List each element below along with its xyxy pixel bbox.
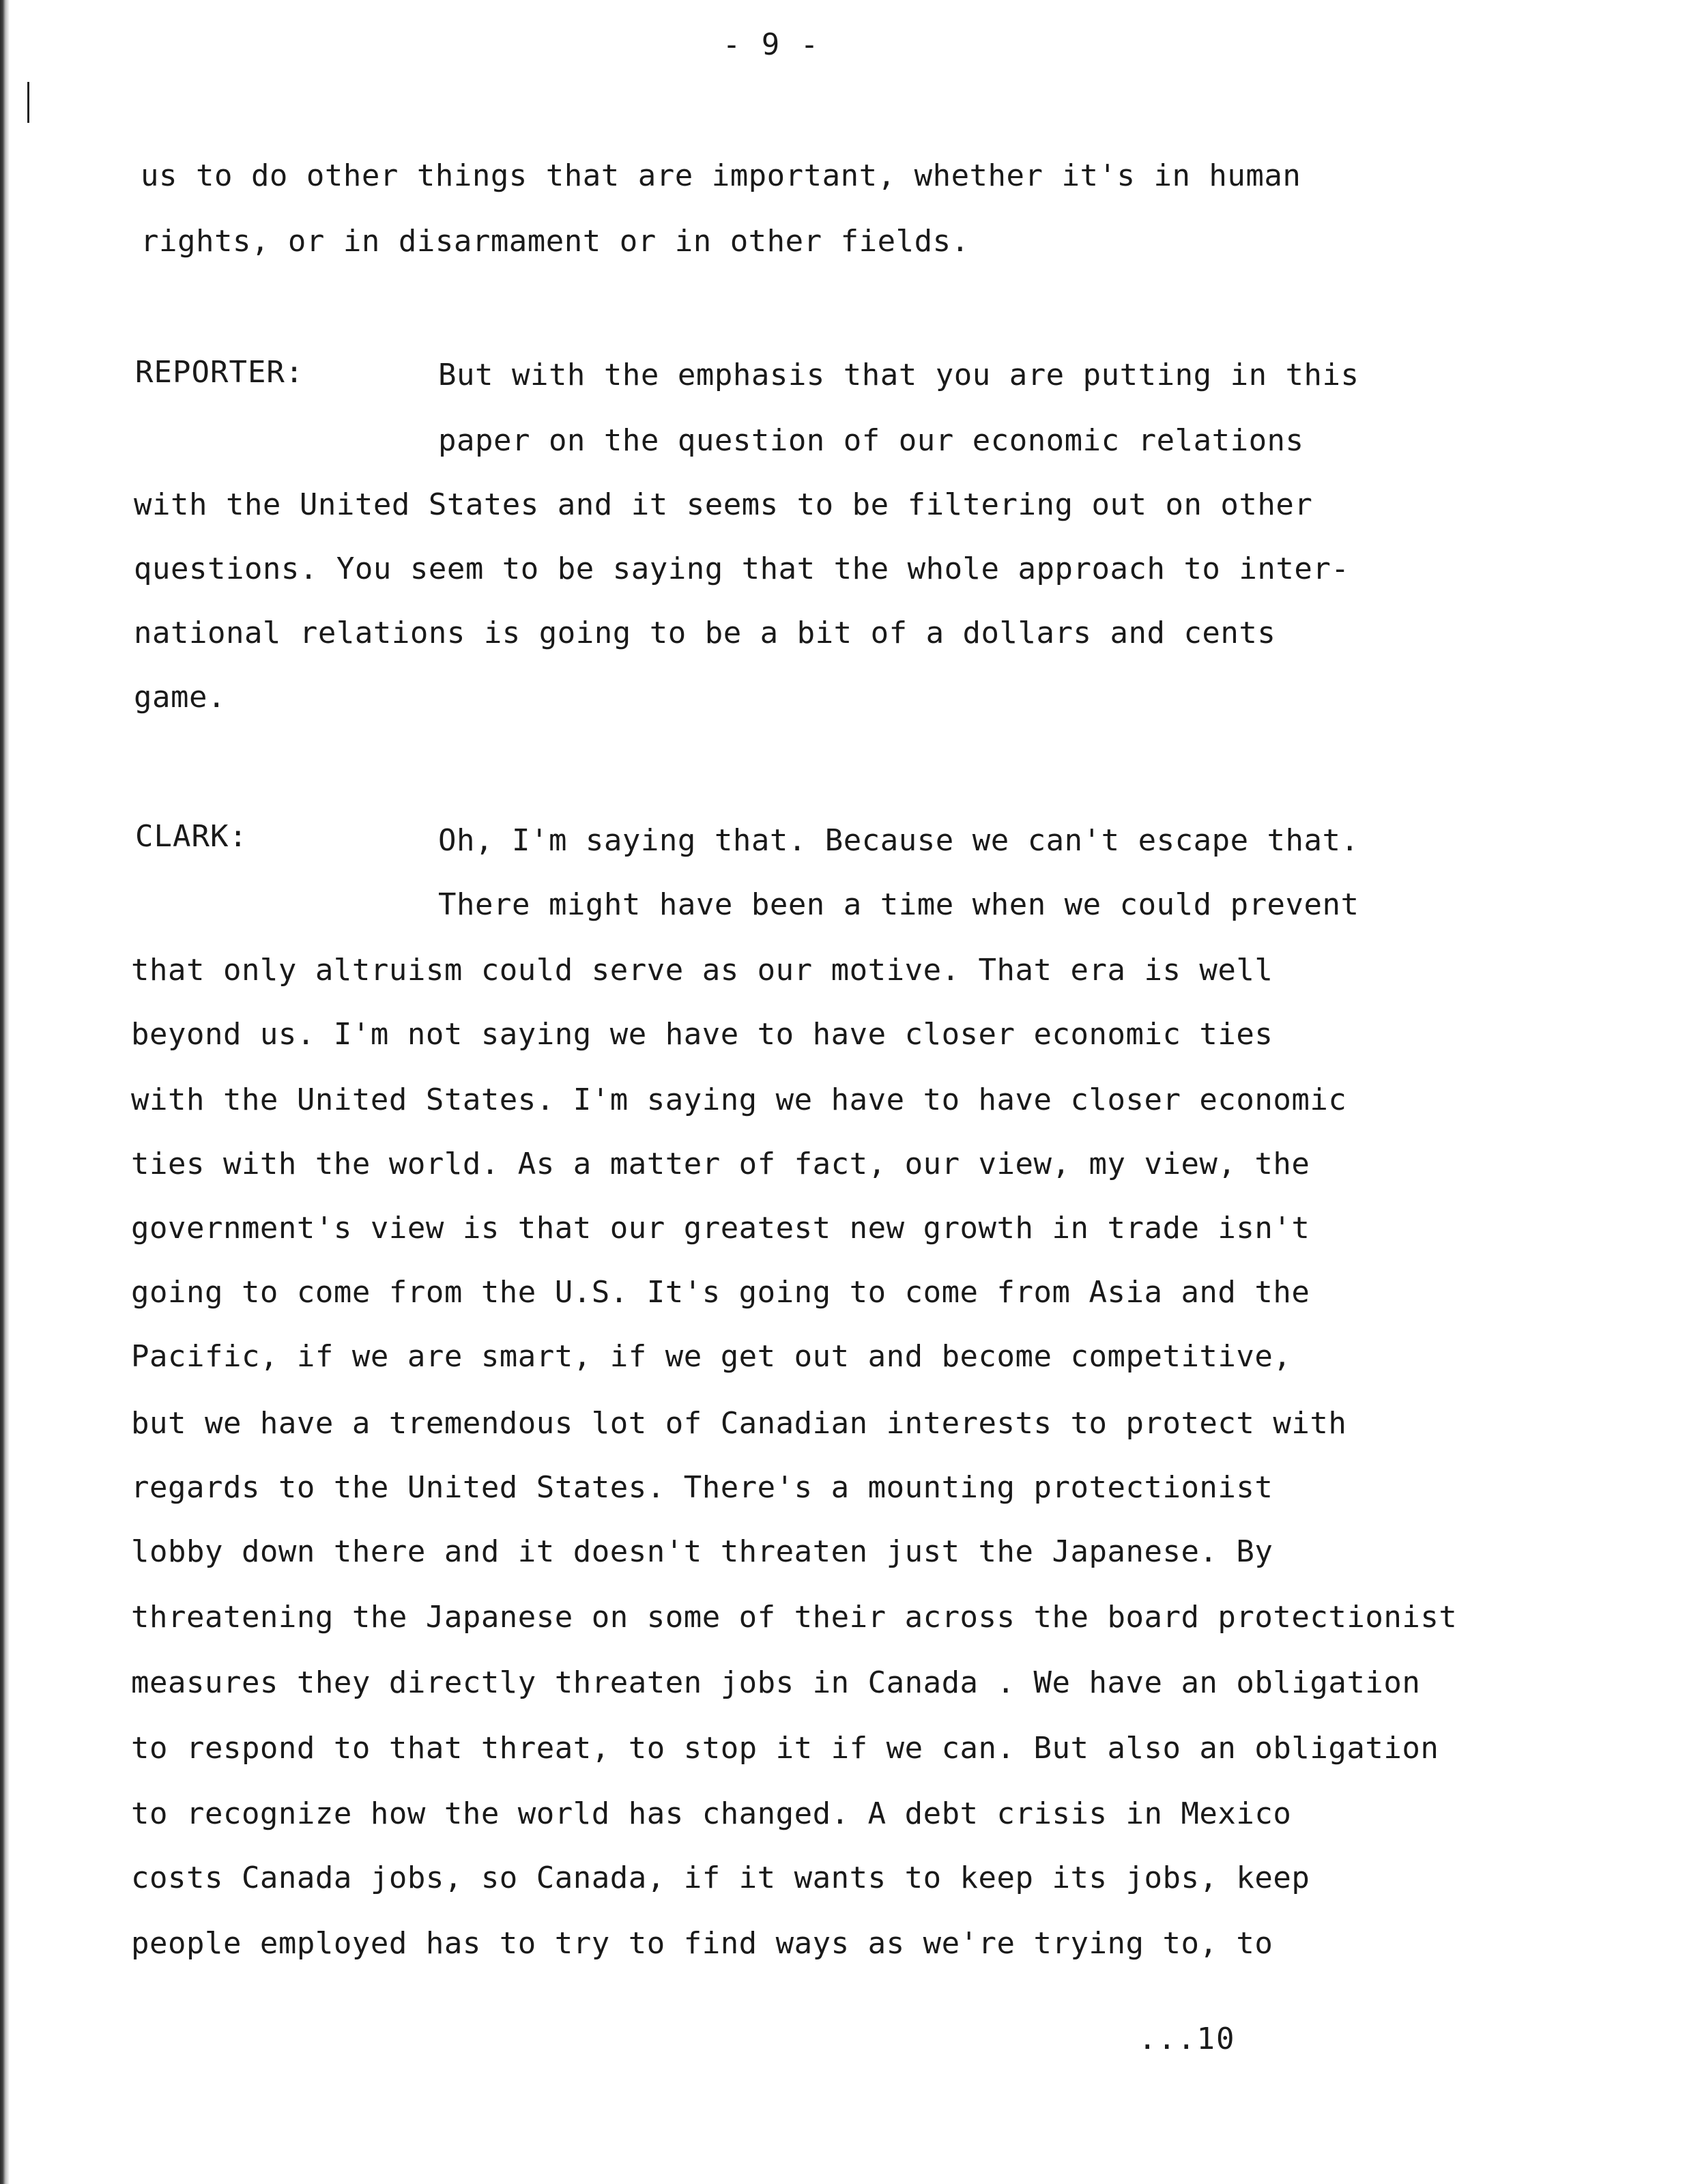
paragraph-line: There might have been a time when we could prevent [438,887,1359,922]
speaker-label-clark: CLARK: [135,819,248,854]
scan-binding-edge [0,0,10,2184]
paragraph-line: with the United States and it seems to be filtering out on other [134,487,1313,522]
paragraph-line: threatening the Japanese on some of their across the board protectionist [131,1600,1458,1635]
paragraph-line: rights, or in disarmament or in other fields. [141,224,970,259]
paragraph-line: us to do other things that are important, whether it's in human [141,158,1301,193]
paragraph-line: questions. You seem to be saying that the whole approach to inter- [134,551,1350,586]
paragraph-line: lobby down there and it doesn't threaten just the Japanese. By [131,1534,1273,1569]
paragraph-line: people employed has to try to find ways as we're trying to, to [131,1926,1273,1961]
scan-mark [27,82,29,123]
paragraph-line: measures they directly threaten jobs in Canada . We have an obligation [131,1665,1421,1700]
paragraph-line: Oh, I'm saying that. Because we can't escape that. [438,823,1359,858]
paragraph-line: paper on the question of our economic relations [438,423,1304,458]
paragraph-line: regards to the United States. There's a mounting protectionist [131,1470,1273,1505]
paragraph-line: to respond to that threat, to stop it if we can. But also an obligation [131,1731,1439,1766]
paragraph-line: But with the emphasis that you are putting in this [438,358,1359,392]
paragraph-line: Pacific, if we are smart, if we get out and become competitive, [131,1339,1292,1374]
speaker-label-reporter: REPORTER: [135,355,304,390]
continuation-marker: ...10 [1138,2022,1236,2056]
paragraph-line: going to come from the U.S. It's going to come from Asia and the [131,1275,1310,1310]
paragraph-line: costs Canada jobs, so Canada, if it wants to keep its jobs, keep [131,1860,1310,1895]
paragraph-line: to recognize how the world has changed. A debt crisis in Mexico [131,1796,1292,1831]
paragraph-line: with the United States. I'm saying we have to have closer economic [131,1082,1347,1117]
paragraph-line: national relations is going to be a bit of a dollars and cents [134,616,1276,650]
paragraph-line: that only altruism could serve as our motive. That era is well [131,953,1273,988]
page-number: - 9 - [722,27,820,62]
paragraph-line: government's view is that our greatest new growth in trade isn't [131,1211,1310,1246]
paragraph-line: beyond us. I'm not saying we have to have closer economic ties [131,1017,1273,1052]
paragraph-line: game. [134,680,226,715]
paragraph-line: but we have a tremendous lot of Canadian interests to protect with [131,1406,1347,1441]
paragraph-line: ties with the world. As a matter of fact, our view, my view, the [131,1147,1310,1181]
